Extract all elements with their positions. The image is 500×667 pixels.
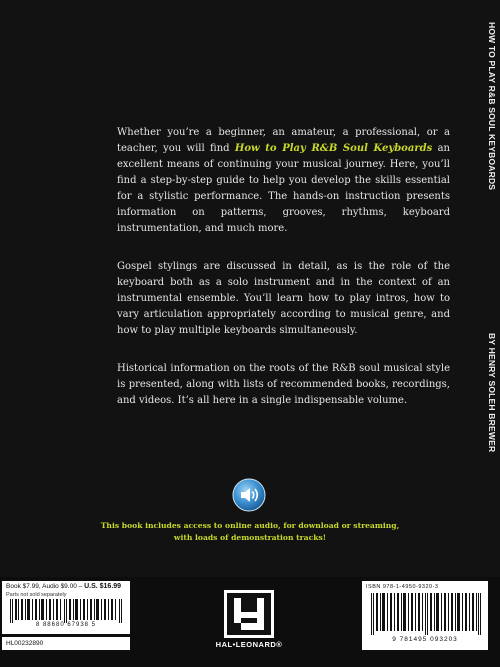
publisher-name: HAL•LEONARD® (215, 640, 283, 649)
description-paragraph-3: Historical information on the roots of the R&B soul musical style is presented, along with lists of recommended books, recordings, and videos. It’s all here in a single indispensable volume. (117, 363, 450, 406)
spine-author: BY HENRY SOLEH BREWER (487, 333, 497, 453)
description-paragraph-2: Gospel stylings are discussed in detail, as is the role of the keyboard both as a solo instrument and in the context of an instrumental ensemble. You’ll learn how to play intros, how to vary articulation appropriately according to musical genre, and how to play multiple keyboards simultaneously. (117, 261, 450, 336)
description-paragraph-1 (117, 125, 450, 237)
isbn-barcode (370, 593, 482, 635)
parts-note: Parts not sold separately (6, 592, 67, 598)
description-continuation: an excellent means of continuing your musical journey. Here, you’ll find a step-by-step guide to help you develop the skills essential for a stylistic performance. The hands-on instruction presents information on patterns, grooves, rhythms, keyboard instrumentation, and much more. (117, 143, 450, 234)
price-box (2, 581, 130, 634)
isbn-box (362, 581, 488, 650)
audio-note-line-2: with loads of demonstration tracks! (173, 533, 327, 542)
upc-barcode (8, 599, 124, 623)
description (117, 125, 450, 431)
isbn-number: 9 781495 093203 (392, 636, 458, 643)
book-title-highlight: How to Play R&B Soul Keyboards (234, 143, 433, 154)
spine-title: HOW TO PLAY R&B SOUL KEYBOARDS (487, 22, 497, 191)
total-price: U.S. $16.99 (84, 583, 122, 590)
audio-note-line-1: This book includes access to online audio, for download or streaming, (100, 521, 400, 530)
product-code: HL00232890 (2, 637, 130, 650)
price-line (6, 583, 121, 590)
isbn-text: ISBN 978-1-4950-9320-3 (366, 584, 439, 590)
audio-note (100, 520, 400, 544)
hal-leonard-logo (224, 590, 274, 638)
book-audio-price: Book $7.99, Audio $9.00 – (6, 583, 85, 590)
description-intro: Whether you’re a beginner, an amateur, a professional, or a teacher, you will find (117, 127, 450, 154)
upc-number: 8 88680 67938 5 (35, 622, 97, 628)
speaker-icon (232, 478, 266, 512)
